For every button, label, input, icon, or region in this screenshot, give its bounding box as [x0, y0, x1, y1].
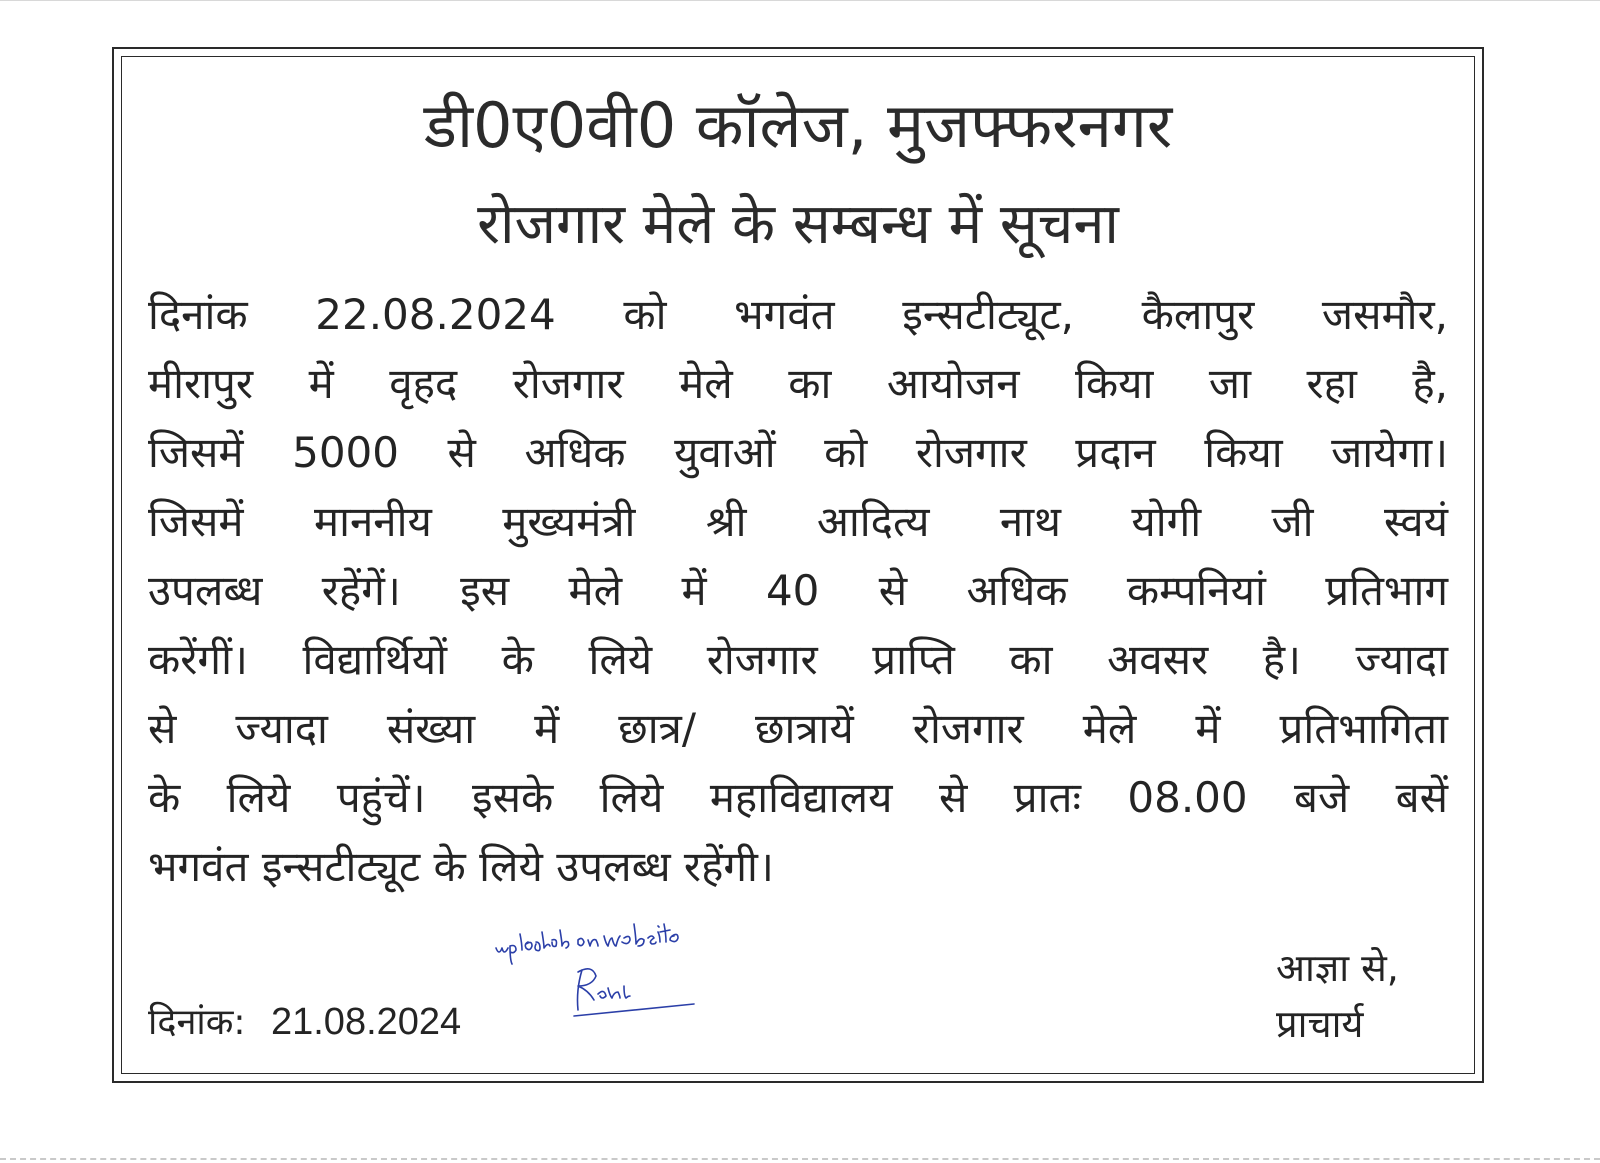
notice-body-line: मीरापुर में वृहद रोजगार मेले का आयोजन किया जा रहा है,	[148, 359, 1448, 408]
signatory-designation: प्राचार्य	[1276, 1002, 1364, 1046]
notice-subject-heading: रोजगार मेले के सम्बन्ध में सूचना	[477, 192, 1119, 257]
notice-body-line: उपलब्ध रहेंगें। इस मेले में 40 से अधिक कम्पनियां प्रतिभाग	[148, 566, 1448, 615]
notice-body-line: के लिये पहुंचें। इसके लिये महाविद्यालय से प्रातः 08.00 बजे बसें	[148, 773, 1448, 822]
notice-body-line: करेंगीं। विद्यार्थियों के लिये रोजगार प्राप्ति का अवसर है। ज्यादा	[148, 635, 1448, 684]
notice-body-line: दिनांक 22.08.2024 को भगवंत इन्सटीट्यूट, कैलापुर जसमौर,	[148, 290, 1448, 339]
signatory-block	[1276, 940, 1399, 1052]
date-value: 21.08.2024	[270, 1001, 462, 1043]
notice-body	[148, 280, 1448, 901]
college-name-heading: डी0ए0वी0 कॉलेज, मुजफ्फरनगर	[423, 89, 1173, 162]
notice-body-line: से ज्यादा संख्या में छात्र/ छात्रायें रोजगार मेले में प्रतिभागिता	[148, 704, 1448, 753]
page-top-edge	[0, 0, 1600, 1]
notice-date	[148, 1000, 461, 1045]
notice-body-line: जिसमें माननीय मुख्यमंत्री श्री आदित्य नाथ योगी जी स्वयं	[148, 497, 1448, 546]
date-label: दिनांक:	[148, 1002, 246, 1043]
authority-line: आज्ञा से,	[1276, 946, 1399, 990]
notice-body-line: भगवंत इन्सटीट्यूट के लिये उपलब्ध रहेंगी।	[148, 842, 774, 891]
handwritten-signature-image	[490, 918, 750, 1068]
page-bottom-edge	[0, 1158, 1600, 1160]
notice-body-line: जिसमें 5000 से अधिक युवाओं को रोजगार प्रदान किया जायेगा।	[148, 428, 1448, 477]
